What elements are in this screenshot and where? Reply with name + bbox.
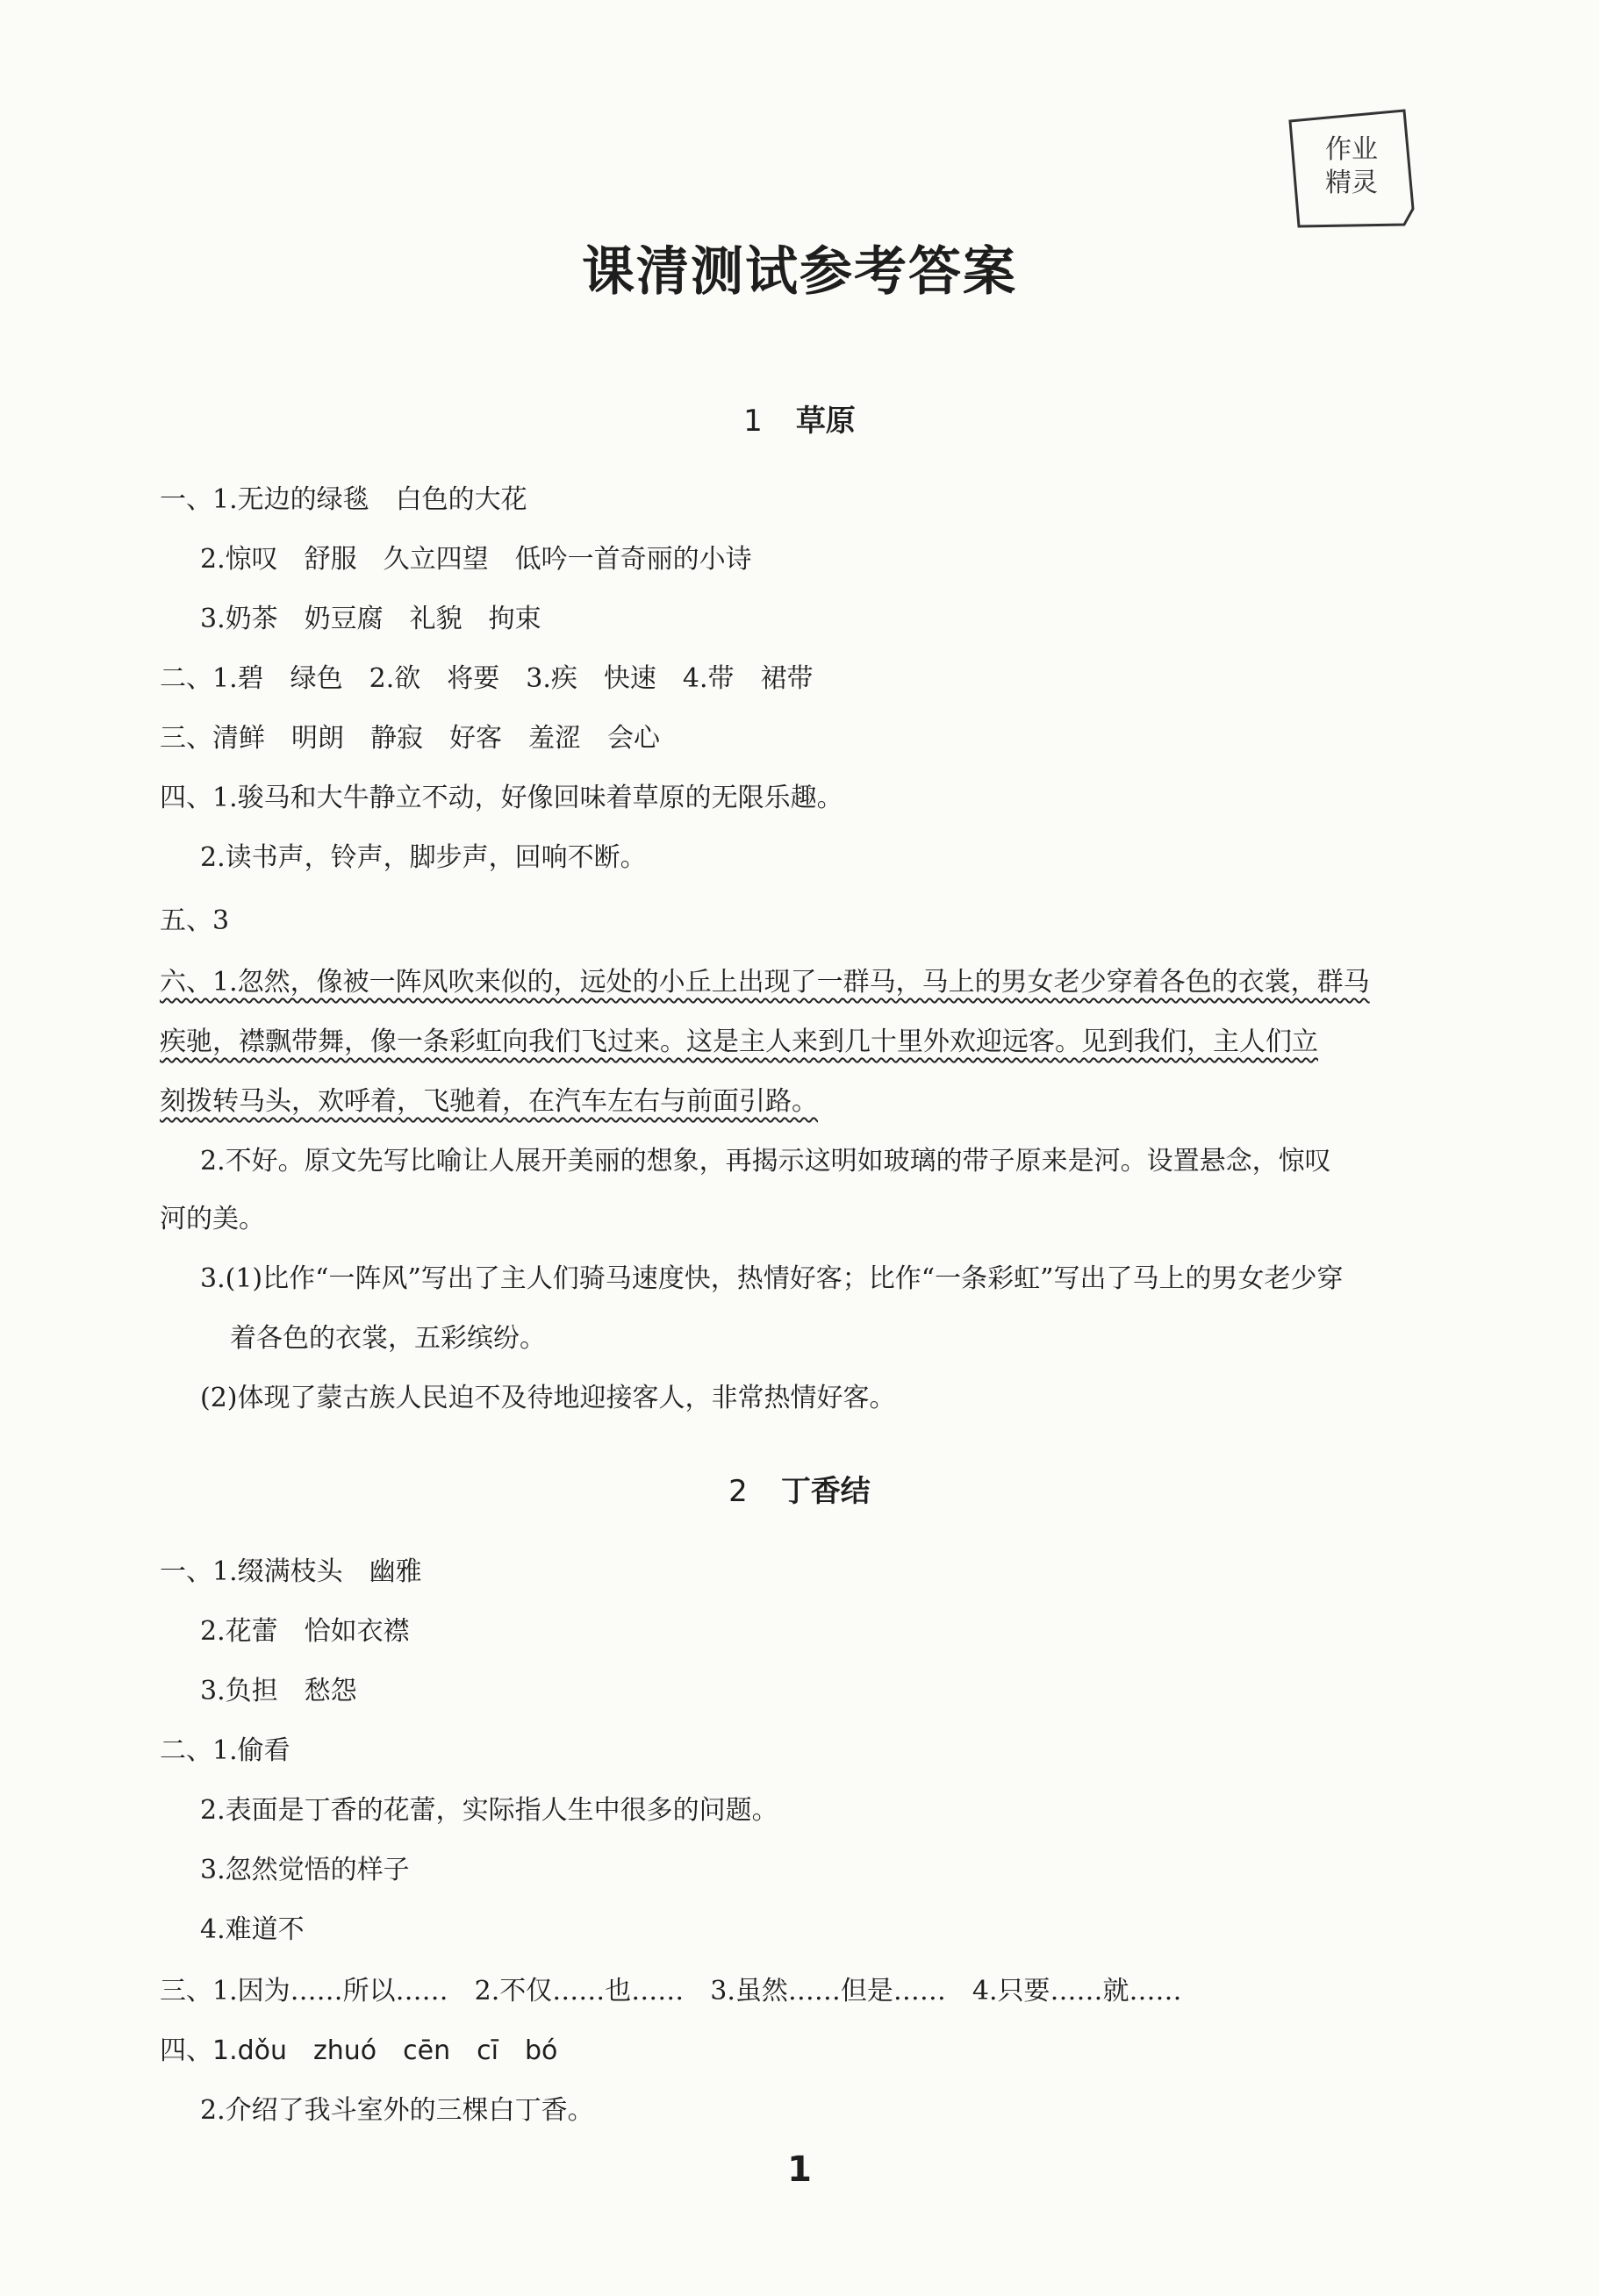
answer-line: 3.忽然觉悟的样子 [200, 1855, 410, 1885]
answer-line: 4.难道不 [200, 1914, 305, 1945]
answer-line: 五、3 [160, 905, 230, 936]
answer-line: 3.奶茶 奶豆腐 礼貌 拘束 [200, 604, 541, 634]
answer-line: 2.不好。原文先写比喻让人展开美丽的想象，再揭示这明如玻璃的带子原来是河。设置悬念，惊叹 [200, 1146, 1331, 1177]
answer-line: 2.读书声，铃声，脚步声，回响不断。 [200, 842, 647, 873]
answer-line-underlined: 刻拨转马头，欢呼着，飞驰着，在汽车左右与前面引路。 [160, 1086, 818, 1117]
section-title: 草原 [795, 404, 856, 439]
answer-line: 三、1.因为……所以…… 2.不仅……也…… 3.虽然……但是…… 4.只要……就…… [160, 1976, 1182, 2006]
section-number: 2 [728, 1474, 748, 1509]
answer-line: 二、1.碧 绿色 2.欲 将要 3.疾 快速 4.带 裙带 [160, 663, 814, 694]
answer-line: 3.(1)比作“一阵风”写出了主人们骑马速度快，热情好客；比作“一条彩虹”写出了马上的男女老少穿 [200, 1263, 1344, 1294]
answer-line: 四、1.骏马和大牛静立不动，好像回味着草原的无限乐趣。 [160, 783, 843, 813]
answer-line: 着各色的衣裳，五彩缤纷。 [230, 1323, 546, 1354]
answer-line: 河的美。 [160, 1204, 265, 1234]
answer-line: 二、1.偷看 [160, 1735, 290, 1766]
svg-text:作业: 作业 [1325, 134, 1378, 165]
answer-line-underlined: 疾驰，襟飘带舞，像一条彩虹向我们飞过来。这是主人来到几十里外欢迎远客。见到我们，主人们立 [160, 1026, 1318, 1057]
page-title: 课清测试参考答案 [582, 241, 1017, 303]
answer-line: 2.花蕾 恰如衣襟 [200, 1616, 410, 1647]
answer-line: 三、清鲜 明朗 静寂 好客 羞涩 会心 [160, 723, 660, 754]
answer-line-pinyin: 四、1.dǒu zhuó cēn cī bó [160, 2035, 558, 2066]
answer-line: 2.惊叹 舒服 久立四望 低吟一首奇丽的小诗 [200, 544, 752, 575]
section-heading-1 [0, 397, 1599, 440]
stamp-logo-icon [1273, 104, 1439, 235]
answer-line: 2.表面是丁香的花蕾，实际指人生中很多的问题。 [200, 1795, 778, 1826]
section-heading-2 [0, 1467, 1599, 1510]
answer-line: 3.负担 愁怨 [200, 1676, 357, 1706]
answer-line-underlined: 六、1.忽然，像被一阵风吹来似的，远处的小丘上出现了一群马，马上的男女老少穿着各色的衣裳，群马 [160, 967, 1370, 998]
section-number: 1 [743, 404, 763, 439]
answer-line: 2.介绍了我斗室外的三棵白丁香。 [200, 2095, 594, 2126]
section-title: 丁香结 [780, 1474, 871, 1509]
answer-line: 一、1.无边的绿毯 白色的大花 [160, 484, 527, 515]
page-number: 1 [787, 2149, 812, 2190]
answer-line: 一、1.缀满枝头 幽雅 [160, 1556, 422, 1587]
svg-text:精灵: 精灵 [1325, 168, 1378, 198]
answer-line: (2)体现了蒙古族人民迫不及待地迎接客人，非常热情好客。 [200, 1383, 896, 1413]
